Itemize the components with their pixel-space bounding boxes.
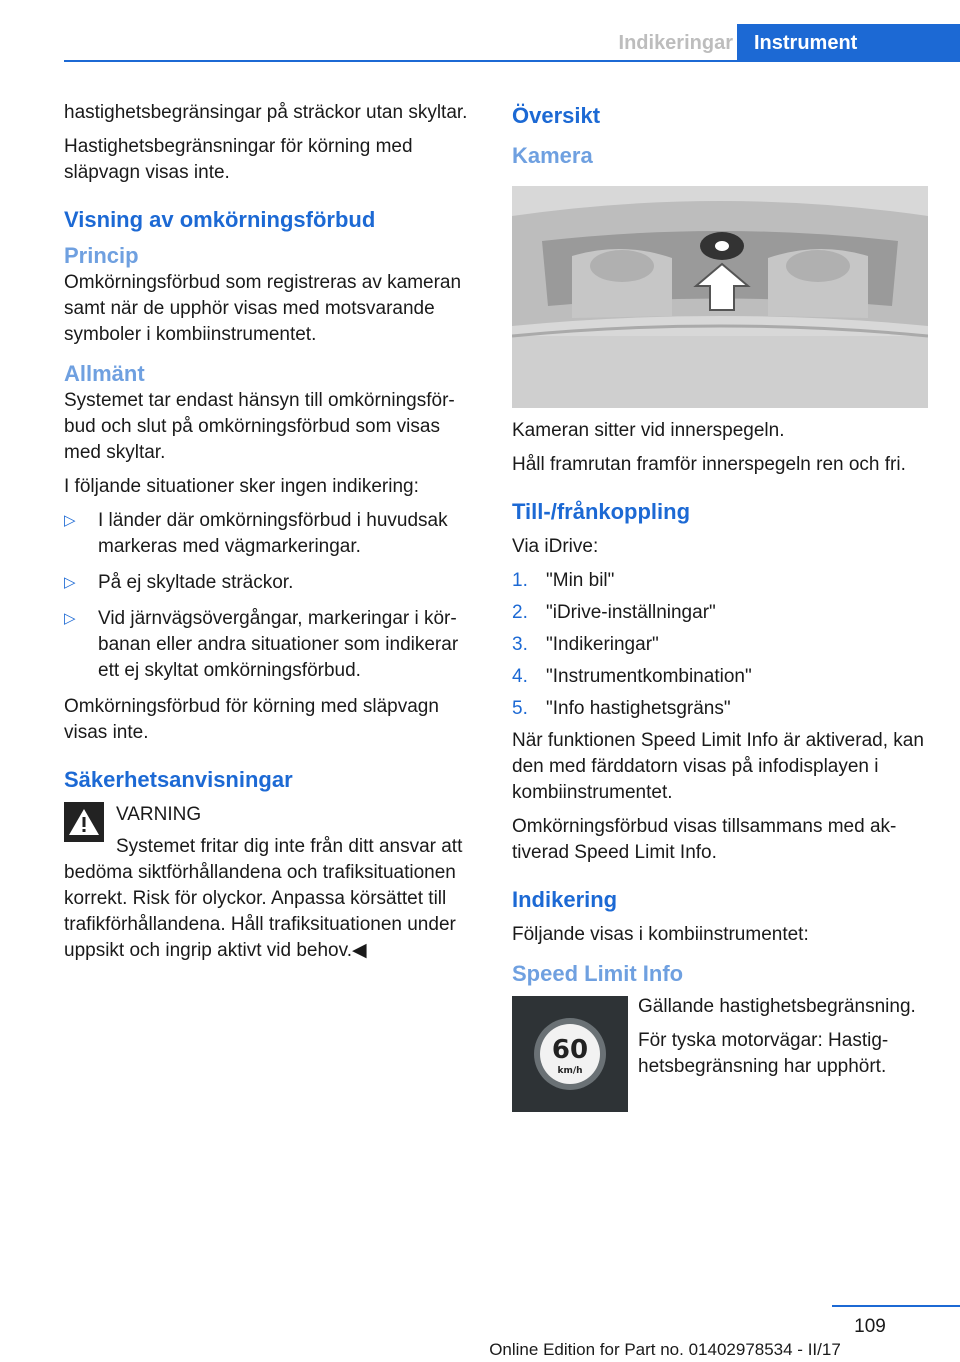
list-item: 3. "Indikeringar" bbox=[512, 634, 659, 655]
paragraph-tyska-motorvagar: För tyska motorvägar: Hastighetsbegränsning har upphört. bbox=[638, 1030, 889, 1077]
paragraph-slapvagn-omkorning: Omkörningsförbud för körning med släpvagn visas inte. bbox=[64, 696, 439, 743]
list-item: 2. "iDrive-inställningar" bbox=[512, 602, 716, 623]
page-number: 109 bbox=[854, 1316, 886, 1337]
heading-kamera: Kamera bbox=[512, 143, 593, 168]
paragraph-foljande-situationer: I följande situationer sker ingen indikering: bbox=[64, 476, 419, 497]
paragraph-princip: Omkörningsförbud som registreras av kameran samt när de upphör visas med motsvarande symboler i kombiinstrumentet. bbox=[64, 272, 462, 345]
paragraph-kamera-placering: Kameran sitter vid innerspegeln. bbox=[512, 420, 785, 441]
warning-triangle-icon bbox=[64, 802, 104, 842]
warning-block bbox=[64, 802, 480, 964]
sign-value: 60 bbox=[551, 1035, 589, 1065]
triangle-bullet-icon: ▷ bbox=[64, 574, 76, 591]
left-column bbox=[64, 100, 480, 964]
footer-rule bbox=[832, 1305, 960, 1307]
tab-instrument[interactable]: Instrument bbox=[737, 24, 960, 62]
sign-unit: km/h bbox=[557, 1066, 583, 1076]
paragraph-foljande-visas: Följande visas i kombiinstrumentet: bbox=[512, 924, 809, 945]
triangle-bullet-icon: ▷ bbox=[64, 512, 76, 529]
speed-limit-sign-icon bbox=[512, 996, 628, 1112]
warning-text-first-line: Systemet fritar dig inte från ditt ansvar att bbox=[116, 836, 463, 857]
paragraph-allmant: Systemet tar endast hänsyn till omkörningsförbud och slut på omkörningsförbud som visas med skyltar. bbox=[64, 390, 455, 463]
list-item: ▷ På ej skyltade sträckor. bbox=[64, 570, 480, 596]
warning-label: VARNING bbox=[116, 804, 202, 825]
heading-allmant: Allmänt bbox=[64, 361, 145, 386]
heading-till-frankoppling: Till-/frånkoppling bbox=[512, 499, 691, 524]
list-item: 4. "Instrumentkombination" bbox=[512, 666, 752, 687]
heading-oversikt: Översikt bbox=[512, 103, 601, 128]
idrive-steps bbox=[512, 568, 928, 722]
paragraph-via-idrive: Via iDrive: bbox=[512, 536, 599, 557]
header-rule bbox=[64, 60, 960, 62]
paragraph-omkorning-tillsammans: Omkörningsförbud visas tillsammans med aktiverad Speed Limit Info. bbox=[512, 816, 897, 863]
edition-text: Online Edition for Part no. 01402978534 - II/17 bbox=[489, 1340, 841, 1359]
situation-list bbox=[64, 508, 480, 684]
speed-limit-block bbox=[512, 994, 928, 1110]
paragraph-slapvagn-hastighet: Hastighetsbegränsningar för körning med släpvagn visas inte. bbox=[64, 136, 413, 183]
triangle-bullet-icon: ▷ bbox=[64, 610, 76, 627]
camera-interior-illustration bbox=[512, 186, 928, 408]
heading-sakerhetsanvisningar: Säkerhetsanvisningar bbox=[64, 767, 293, 792]
page-header bbox=[0, 0, 960, 62]
right-column bbox=[512, 100, 928, 1110]
heading-indikering: Indikering bbox=[512, 887, 618, 912]
heading-visning-omkorningsforbud: Visning av omkörningsförbud bbox=[64, 207, 376, 232]
list-item: 5. "Info hastighetsgräns" bbox=[512, 698, 731, 719]
list-item: ▷ I länder där omkörningsförbud i huvudsak markeras med vägmarkeringar. bbox=[64, 510, 448, 557]
paragraph-kamera-ren: Håll framrutan framför innerspegeln ren och fri. bbox=[512, 454, 906, 475]
warning-text: bedöma siktförhållandena och trafiksituationen korrekt. Risk för olyckor. Anpassa körsättet till trafikförhållandena. Håll trafiksituationen under uppsikt och ingrip aktivt vid behov.◀ bbox=[64, 862, 456, 961]
list-item: 1. "Min bil" bbox=[512, 570, 615, 591]
tab-indikeringar[interactable]: Indikeringar bbox=[618, 32, 733, 54]
list-item: ▷ Vid järnvägsövergångar, markeringar i körbanan eller andra situationer som indikerar ett ej skyltat omkörningsförbud. bbox=[64, 608, 459, 681]
heading-speed-limit-info: Speed Limit Info bbox=[512, 961, 684, 986]
paragraph-speed-limit-info: När funktionen Speed Limit Info är aktiverad, kan den med färddatorn visas på infodisplayen i kombiinstrumentet. bbox=[512, 730, 924, 803]
paragraph-continued: hastighetsbegränsingar på sträckor utan skyltar. bbox=[64, 102, 468, 123]
paragraph-gallande: Gällande hastighetsbegränsning. bbox=[638, 996, 916, 1017]
heading-princip: Princip bbox=[64, 243, 139, 268]
